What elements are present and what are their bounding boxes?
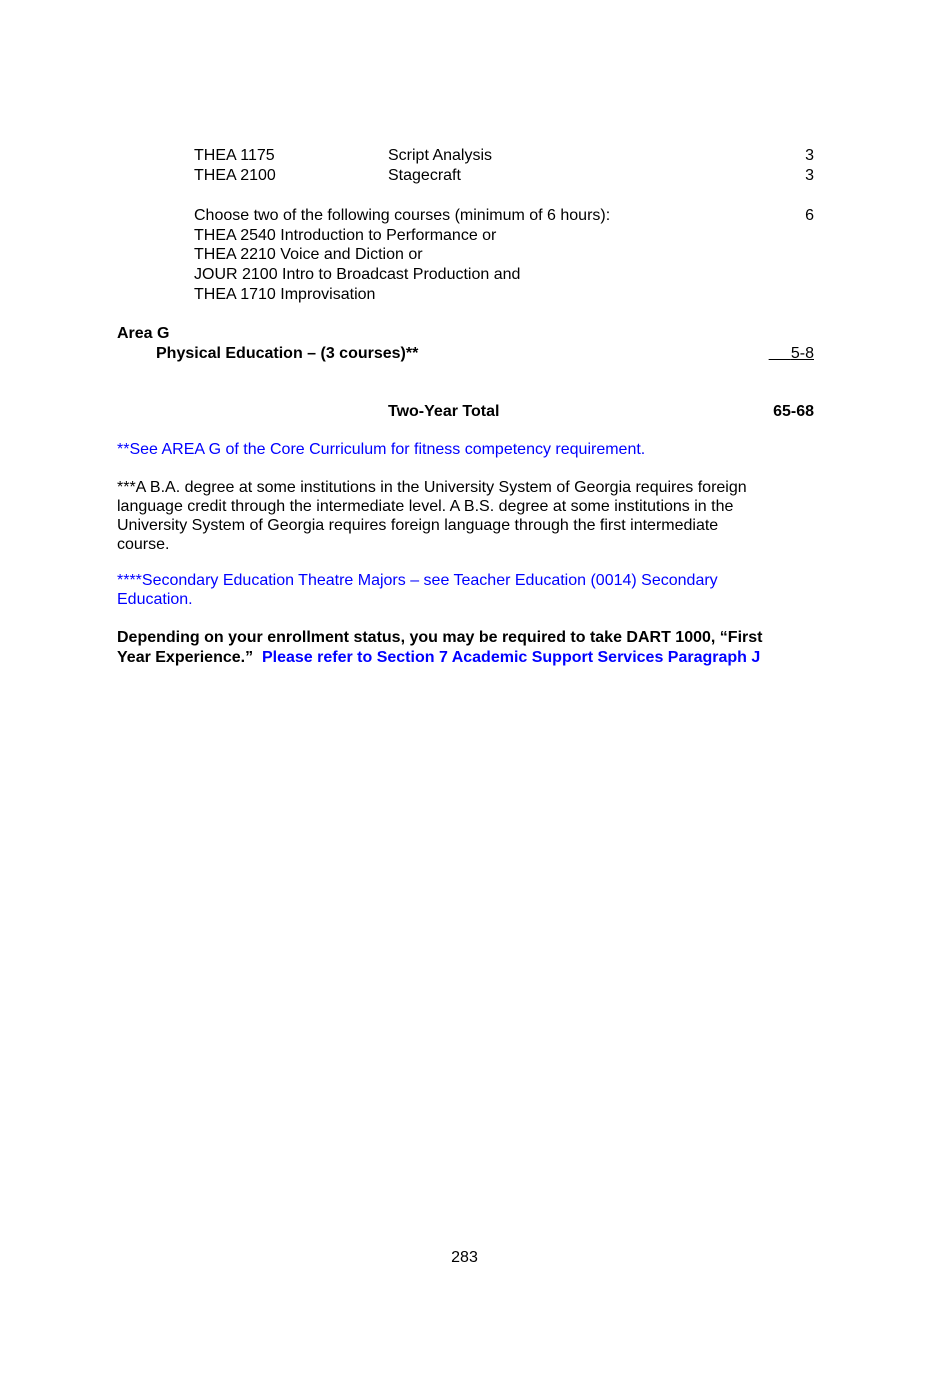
page-number: 283: [451, 1249, 478, 1266]
section-7-link[interactable]: Please refer to Section 7 Academic Support Services Paragraph J: [261, 649, 761, 666]
area-g-hours: [769, 344, 814, 364]
choose-option: THEA 2210 Voice and Diction or: [194, 246, 423, 263]
course-title: Script Analysis: [388, 147, 493, 164]
course-hours: 3: [805, 167, 814, 184]
enrollment-notice: [117, 628, 817, 668]
choose-option: JOUR 2100 Intro to Broadcast Production and: [194, 266, 521, 283]
note-line: ***A B.A. degree at some institutions in the University System of Georgia requires foreign: [117, 479, 747, 496]
note-fitness: **See AREA G of the Core Curriculum for fitness competency requirement.: [117, 441, 646, 458]
choose-hours: 6: [805, 207, 814, 224]
choose-intro: Choose two of the following courses (minimum of 6 hours):: [194, 207, 611, 224]
notice-text: Year Experience.”: [117, 649, 254, 666]
choose-option: THEA 1710 Improvisation: [194, 286, 376, 303]
note-line: language credit through the intermediate level. A B.S. degree at some institutions in the: [117, 498, 734, 515]
course-title: Stagecraft: [388, 167, 461, 184]
course-hours: 3: [805, 147, 814, 164]
total-hours: 65-68: [773, 403, 814, 420]
notice-line: [117, 648, 817, 668]
choose-option: THEA 2540 Introduction to Performance or: [194, 227, 497, 244]
notice-line: Depending on your enrollment status, you may be required to take DART 1000, “First: [117, 629, 763, 646]
course-code: THEA 1175: [194, 147, 275, 164]
note-line: ****Secondary Education Theatre Majors – see Teacher Education (0014) Secondary: [117, 572, 718, 589]
course-code: THEA 2100: [194, 167, 276, 184]
area-g-hours-value: 5-8: [790, 345, 814, 362]
note-line: course.: [117, 536, 170, 553]
note-secondary-education: [117, 571, 817, 609]
area-g-label: Physical Education – (3 courses)**: [156, 345, 419, 362]
area-g-heading: Area G: [117, 325, 170, 342]
total-label: Two-Year Total: [388, 403, 500, 420]
note-foreign-language: [117, 478, 817, 554]
note-line: University System of Georgia requires foreign language through the first intermediate: [117, 517, 719, 534]
note-line: Education.: [117, 591, 193, 608]
